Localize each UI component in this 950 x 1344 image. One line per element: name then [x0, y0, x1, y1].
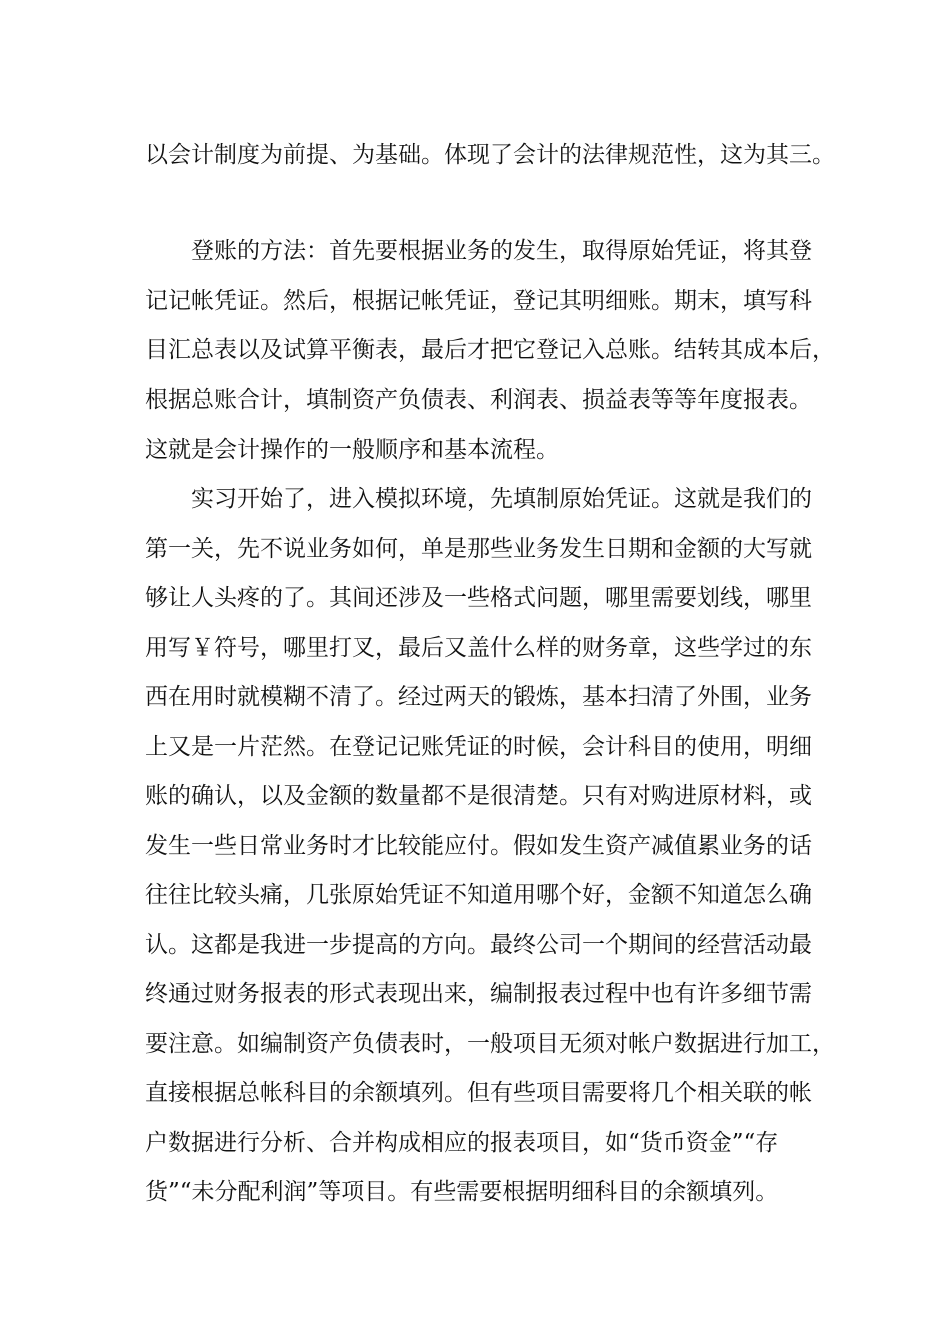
text-line: 货”“未分配利润”等项目。有些需要根据明细科目的余额填列。 — [145, 1179, 779, 1205]
paragraph-first-line: 登账的方法：首先要根据业务的发生，取得原始凭证，将其登 — [191, 238, 812, 264]
text-line: 要注意。如编制资产负债表时，一般项目无须对帐户数据进行加工， — [145, 1031, 835, 1057]
text-line: 第一关，先不说业务如何，单是那些业务发生日期和金额的大写就 — [145, 536, 812, 562]
text-line: 用写￥符号，哪里打叉，最后又盖什么样的财务章，这些学过的东 — [145, 635, 812, 661]
paragraph-first-line: 实习开始了，进入模拟环境，先填制原始凭证。这就是我们的 — [191, 486, 812, 512]
text-line: 户数据进行分析、合并构成相应的报表项目，如“货币资金”“存 — [145, 1130, 779, 1156]
text-line: 记记帐凭证。然后，根据记帐凭证，登记其明细账。期末，填写科 — [145, 288, 812, 314]
text-line: 根据总账合计，填制资产负债表、利润表、损益表等等年度报表。 — [145, 387, 812, 413]
text-line: 终通过财务报表的形式表现出来，编制报表过程中也有许多细节需 — [145, 981, 812, 1007]
text-line: 往往比较头痛，几张原始凭证不知道用哪个好，金额不知道怎么确 — [145, 882, 812, 908]
text-line: 西在用时就模糊不清了。经过两天的锻炼，基本扫清了外围，业务 — [145, 684, 812, 710]
text-line: 这就是会计操作的一般顺序和基本流程。 — [145, 437, 559, 463]
text-line: 够让人头疼的了。其间还涉及一些格式问题，哪里需要划线，哪里 — [145, 585, 812, 611]
text-line: 认。这都是我进一步提高的方向。最终公司一个期间的经营活动最 — [145, 932, 812, 958]
text-line: 直接根据总帐科目的余额填列。但有些项目需要将几个相关联的帐 — [145, 1080, 812, 1106]
text-line: 以会计制度为前提、为基础。体现了会计的法律规范性，这为其三。 — [145, 142, 835, 168]
text-line: 发生一些日常业务时才比较能应付。假如发生资产减值累业务的话 — [145, 833, 812, 859]
text-line: 目汇总表以及试算平衡表，最后才把它登记入总账。结转其成本后， — [145, 337, 835, 363]
text-line: 上又是一片茫然。在登记记账凭证的时候，会计科目的使用，明细 — [145, 734, 812, 760]
text-line: 账的确认，以及金额的数量都不是很清楚。只有对购进原材料，或 — [145, 783, 812, 809]
